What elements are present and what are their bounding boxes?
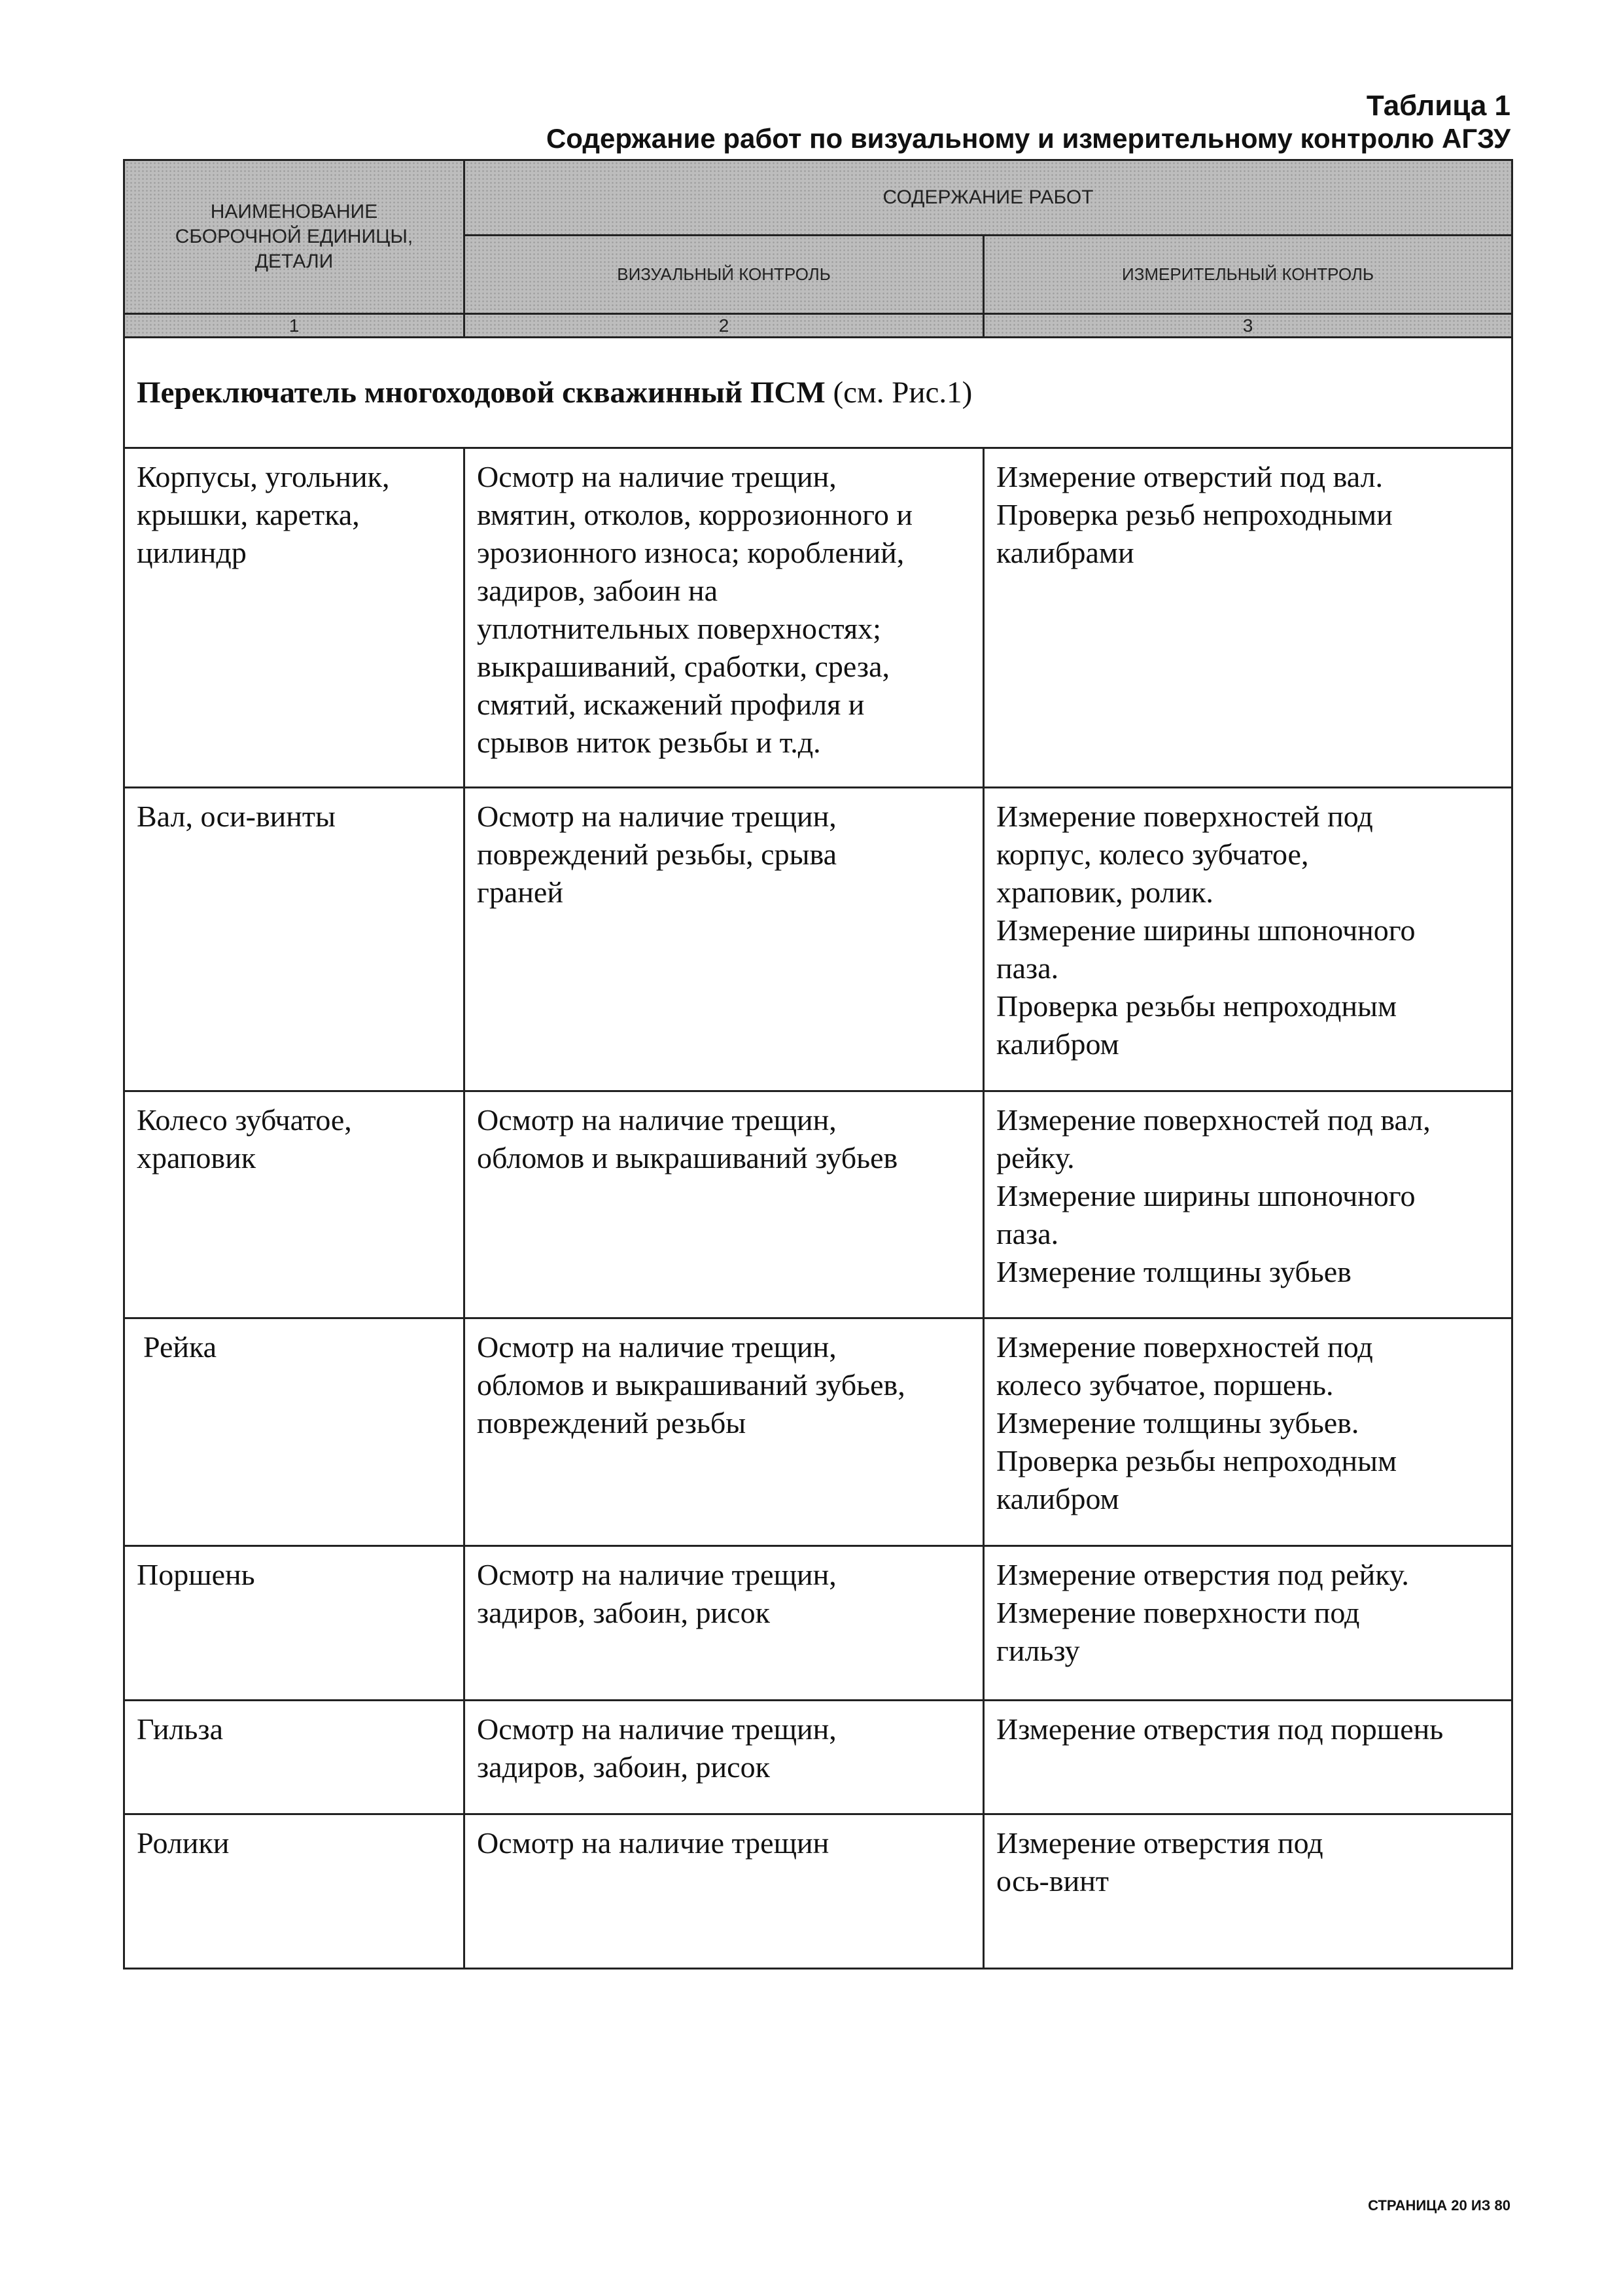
table-title: Содержание работ по визуальному и измерительному контролю АГЗУ xyxy=(546,123,1510,154)
visual-control-cell: Осмотр на наличие трещин, задиров, забоин, рисок xyxy=(464,1701,984,1814)
part-name-cell: Вал, оси-винты xyxy=(124,788,464,1091)
section-title-bold: Переключатель многоходовой скважинный ПСМ xyxy=(137,376,826,410)
header-work-content-label: СОДЕРЖАНИЕ РАБОТ xyxy=(882,186,1094,208)
measure-control-cell: Измерение отверстия под рейку. Измерение поверхности под гильзу xyxy=(984,1546,1512,1701)
header-part-name-line: СБОРОЧНОЙ ЕДИНИЦЫ, xyxy=(175,226,413,247)
measure-control-cell: Измерение поверхностей под колесо зубчатое, поршень. Измерение толщины зубьев. Проверка резьбы непроходным калибром xyxy=(984,1318,1512,1546)
measure-control-cell: Измерение отверстия под ось-винт xyxy=(984,1814,1512,1969)
visual-control-cell: Осмотр на наличие трещин, задиров, забоин, рисок xyxy=(464,1546,984,1701)
visual-control-cell: Осмотр на наличие трещин, обломов и выкрашиваний зубьев xyxy=(464,1091,984,1318)
header-visual-control xyxy=(464,236,984,314)
table-row xyxy=(124,1546,1512,1701)
part-name-cell: Рейка xyxy=(124,1318,464,1546)
control-table xyxy=(123,159,1513,1969)
header-part-name xyxy=(124,160,464,314)
header-work-content xyxy=(464,160,1512,236)
column-number: 3 xyxy=(984,314,1512,338)
measure-control-cell: Измерение отверстия под поршень xyxy=(984,1701,1512,1814)
column-number: 2 xyxy=(464,314,984,338)
header-number-row xyxy=(124,314,1512,338)
header-row xyxy=(124,160,1512,236)
part-name-cell: Поршень xyxy=(124,1546,464,1701)
table-row xyxy=(124,448,1512,788)
section-row xyxy=(124,338,1512,448)
header-measure-control xyxy=(984,236,1512,314)
header-part-name-line: ДЕТАЛИ xyxy=(254,251,334,272)
table-row xyxy=(124,1814,1512,1969)
part-name-cell: Ролики xyxy=(124,1814,464,1969)
table-row xyxy=(124,1701,1512,1814)
table-row xyxy=(124,1318,1512,1546)
measure-control-cell: Измерение поверхностей под вал, рейку. Измерение ширины шпоночного паза. Измерение толщины зубьев xyxy=(984,1091,1512,1318)
table-row xyxy=(124,1091,1512,1318)
visual-control-cell: Осмотр на наличие трещин, обломов и выкрашиваний зубьев, повреждений резьбы xyxy=(464,1318,984,1546)
column-number: 1 xyxy=(124,314,464,338)
table-row xyxy=(124,788,1512,1091)
part-name-cell: Гильза xyxy=(124,1701,464,1814)
header-part-name-line: НАИМЕНОВАНИЕ xyxy=(210,201,378,222)
visual-control-cell: Осмотр на наличие трещин xyxy=(464,1814,984,1969)
section-title xyxy=(124,338,1512,448)
measure-control-cell: Измерение отверстий под вал. Проверка резьб непроходными калибрами xyxy=(984,448,1512,788)
table-number: Таблица 1 xyxy=(1366,90,1510,122)
measure-control-cell: Измерение поверхностей под корпус, колесо зубчатое, храповик, ролик. Измерение ширины шпоночного паза. Проверка резьбы непроходным калибром xyxy=(984,788,1512,1091)
header-measure-label: ИЗМЕРИТЕЛЬНЫЙ КОНТРОЛЬ xyxy=(1121,264,1374,284)
page-number: СТРАНИЦА 20 ИЗ 80 xyxy=(1368,2197,1510,2214)
part-name-cell: Колесо зубчатое, храповик xyxy=(124,1091,464,1318)
header-visual-label: ВИЗУАЛЬНЫЙ КОНТРОЛЬ xyxy=(617,264,831,284)
visual-control-cell: Осмотр на наличие трещин, повреждений резьбы, срыва граней xyxy=(464,788,984,1091)
section-title-ref: (см. Рис.1) xyxy=(825,376,973,410)
part-name-cell: Корпусы, угольник, крышки, каретка, цилиндр xyxy=(124,448,464,788)
visual-control-cell: Осмотр на наличие трещин, вмятин, отколов, коррозионного и эрозионного износа; короблений, задиров, забоин на уплотнительных поверхностях; выкрашиваний, сработки, среза, смятий, искажений профиля и срывов ниток резьбы и т.д. xyxy=(464,448,984,788)
